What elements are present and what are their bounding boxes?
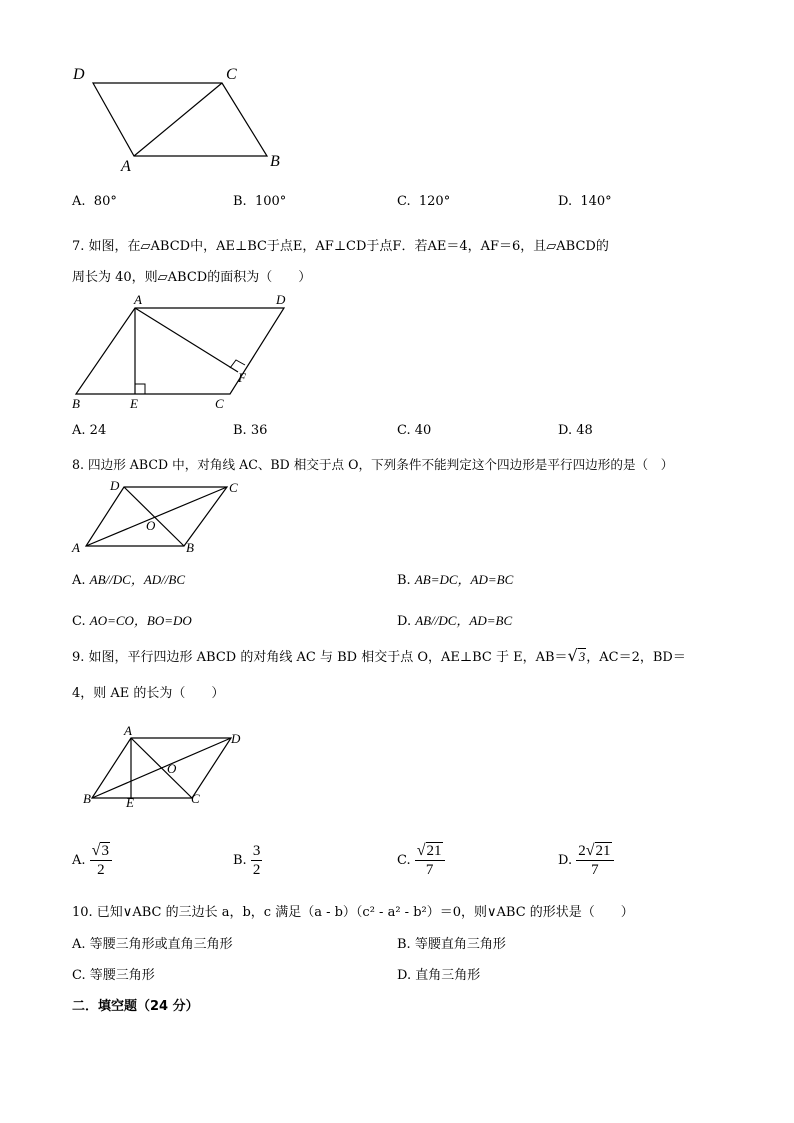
option-label: B.	[397, 937, 411, 952]
q7-stem-line1: 7. 如图，在▱ABCD中，AE⊥BC于点E，AF⊥CD于点F．若AE＝4，AF＝6，且▱ABCD的	[72, 239, 609, 254]
option-text: 直角三角形	[415, 968, 481, 983]
q8-figure-label-c: C	[229, 480, 238, 495]
option-label: D.	[558, 194, 573, 209]
q8-figure-label-d: D	[110, 478, 120, 493]
fraction	[90, 842, 112, 879]
q6-figure-label-d: D	[73, 66, 85, 83]
numerator: 3	[252, 843, 261, 859]
q6-figure-label-b: B	[270, 153, 280, 170]
q7-option-c[interactable]	[397, 423, 431, 438]
option-text: 120°	[418, 194, 451, 209]
sqrt-sign: √	[91, 842, 101, 859]
option-text: 36	[250, 423, 268, 438]
option-text: AB//DC，AD//BC	[89, 572, 186, 587]
radicand: 21	[595, 843, 611, 859]
q9-figure-label-e: E	[126, 795, 134, 810]
q8-figure-label-o: O	[146, 518, 156, 533]
option-label: B.	[233, 194, 247, 209]
coefficient: 2	[578, 843, 586, 859]
option-text: 48	[576, 423, 593, 438]
option-text: 40	[414, 423, 432, 438]
q9-figure-label-c: C	[191, 791, 200, 806]
q8-figure-label-b: B	[186, 540, 194, 555]
option-text: 等腰直角三角形	[414, 937, 506, 952]
q7-stem-line2: 周长为 40，则▱ABCD的面积为（ ）	[72, 270, 312, 285]
q9-figure-label-a: A	[124, 723, 132, 738]
q7-figure-label-f: F	[238, 370, 246, 385]
q10-stem: 10. 已知∨ABC 的三边长 a，b，c 满足（a - b）（c² - a² - b²）＝0，则∨ABC 的形状是（ ）	[72, 905, 634, 920]
sqrt-sign: √	[585, 842, 595, 859]
option-text: 等腰三角形或直角三角形	[89, 937, 233, 952]
sqrt-sign: √	[416, 842, 426, 859]
q9-figure-label-o: O	[167, 761, 177, 776]
q10-option-b[interactable]	[397, 933, 506, 952]
q9-stem-line1	[72, 646, 686, 665]
option-label: D.	[397, 968, 412, 983]
denominator: 2	[97, 862, 105, 878]
fraction	[415, 842, 445, 879]
option-label: D.	[397, 614, 412, 629]
option-text: AB//DC，AD=BC	[415, 613, 513, 628]
option-text: 24	[89, 423, 107, 438]
q7-figure-label-c: C	[215, 396, 224, 411]
option-text: AB=DC，AD=BC	[414, 572, 514, 587]
option-label: D.	[558, 853, 573, 868]
q7-figure-label-d: D	[276, 292, 286, 307]
denominator: 2	[252, 862, 261, 878]
fraction	[251, 842, 263, 879]
option-label: A.	[72, 423, 86, 438]
q8-option-c[interactable]	[72, 610, 192, 629]
q8-stem: 8. 四边形 ABCD 中，对角线 AC、BD 相交于点 O，下列条件不能判定这个四边形是平行四边形的是（ ）	[72, 457, 674, 472]
q9-option-d[interactable]	[558, 842, 614, 879]
option-text: 80°	[93, 194, 117, 209]
option-label: B.	[233, 423, 247, 438]
q6-option-a[interactable]	[72, 194, 117, 209]
q6-figure-label-c: C	[226, 66, 237, 83]
option-label: D.	[558, 423, 573, 438]
q8-figure-label-a: A	[72, 540, 80, 555]
q9-option-a[interactable]	[72, 842, 112, 879]
q9-figure-label-d: D	[231, 731, 241, 746]
section-heading: 二．填空题（24 分）	[72, 999, 199, 1014]
q6-option-b[interactable]	[233, 194, 286, 209]
option-text: 140°	[580, 194, 612, 209]
q9-stem-text: 9. 如图，平行四边形 ABCD 的对角线 AC 与 BD 相交于点 O，AE⊥BC 于 E，AB＝	[72, 650, 568, 665]
option-label: C.	[72, 614, 86, 629]
option-text: AO=CO，BO=DO	[89, 613, 192, 628]
q7-figure-label-b: B	[72, 396, 80, 411]
q8-option-b[interactable]	[397, 569, 513, 588]
radicand: 21	[426, 843, 442, 859]
q10-option-a[interactable]	[72, 933, 233, 952]
q7-option-a[interactable]	[72, 423, 106, 438]
option-label: B.	[233, 853, 247, 868]
q9-figure-label-b: B	[83, 791, 91, 806]
q9-option-c[interactable]	[397, 842, 445, 879]
sqrt-sign: √	[567, 646, 578, 665]
option-label: A.	[72, 194, 86, 209]
option-label: C.	[397, 423, 411, 438]
q7-figure	[70, 290, 300, 410]
fraction	[576, 842, 613, 879]
option-label: C.	[72, 968, 86, 983]
q9-stem-text-end: ，AC＝2，BD＝	[586, 650, 686, 665]
q9-stem-radicand: 3	[578, 649, 586, 664]
denominator: 7	[591, 862, 599, 878]
option-label: A.	[72, 937, 86, 952]
option-label: A.	[72, 853, 86, 868]
q7-figure-label-a: A	[134, 292, 142, 307]
q10-option-c[interactable]	[72, 964, 155, 983]
q7-option-b[interactable]	[233, 423, 267, 438]
q7-option-d[interactable]	[558, 423, 593, 438]
q9-option-b[interactable]	[233, 842, 262, 879]
option-label: C.	[397, 853, 411, 868]
option-label: B.	[397, 573, 411, 588]
q10-option-d[interactable]	[397, 964, 480, 983]
option-text: 100°	[254, 194, 287, 209]
radicand: 3	[101, 843, 109, 859]
option-text: 等腰三角形	[89, 968, 155, 983]
q6-figure-label-a: A	[121, 158, 131, 175]
q8-option-d[interactable]	[397, 610, 512, 629]
q6-option-c[interactable]	[397, 194, 450, 209]
q7-figure-label-e: E	[130, 396, 138, 411]
q6-figure	[70, 66, 290, 181]
option-label: C.	[397, 194, 411, 209]
q9-stem-line2: 4，则 AE 的长为（ ）	[72, 686, 225, 701]
q6-option-d[interactable]	[558, 194, 612, 209]
denominator: 7	[425, 862, 434, 878]
option-label: A.	[72, 573, 86, 588]
q8-option-a[interactable]	[72, 569, 185, 588]
